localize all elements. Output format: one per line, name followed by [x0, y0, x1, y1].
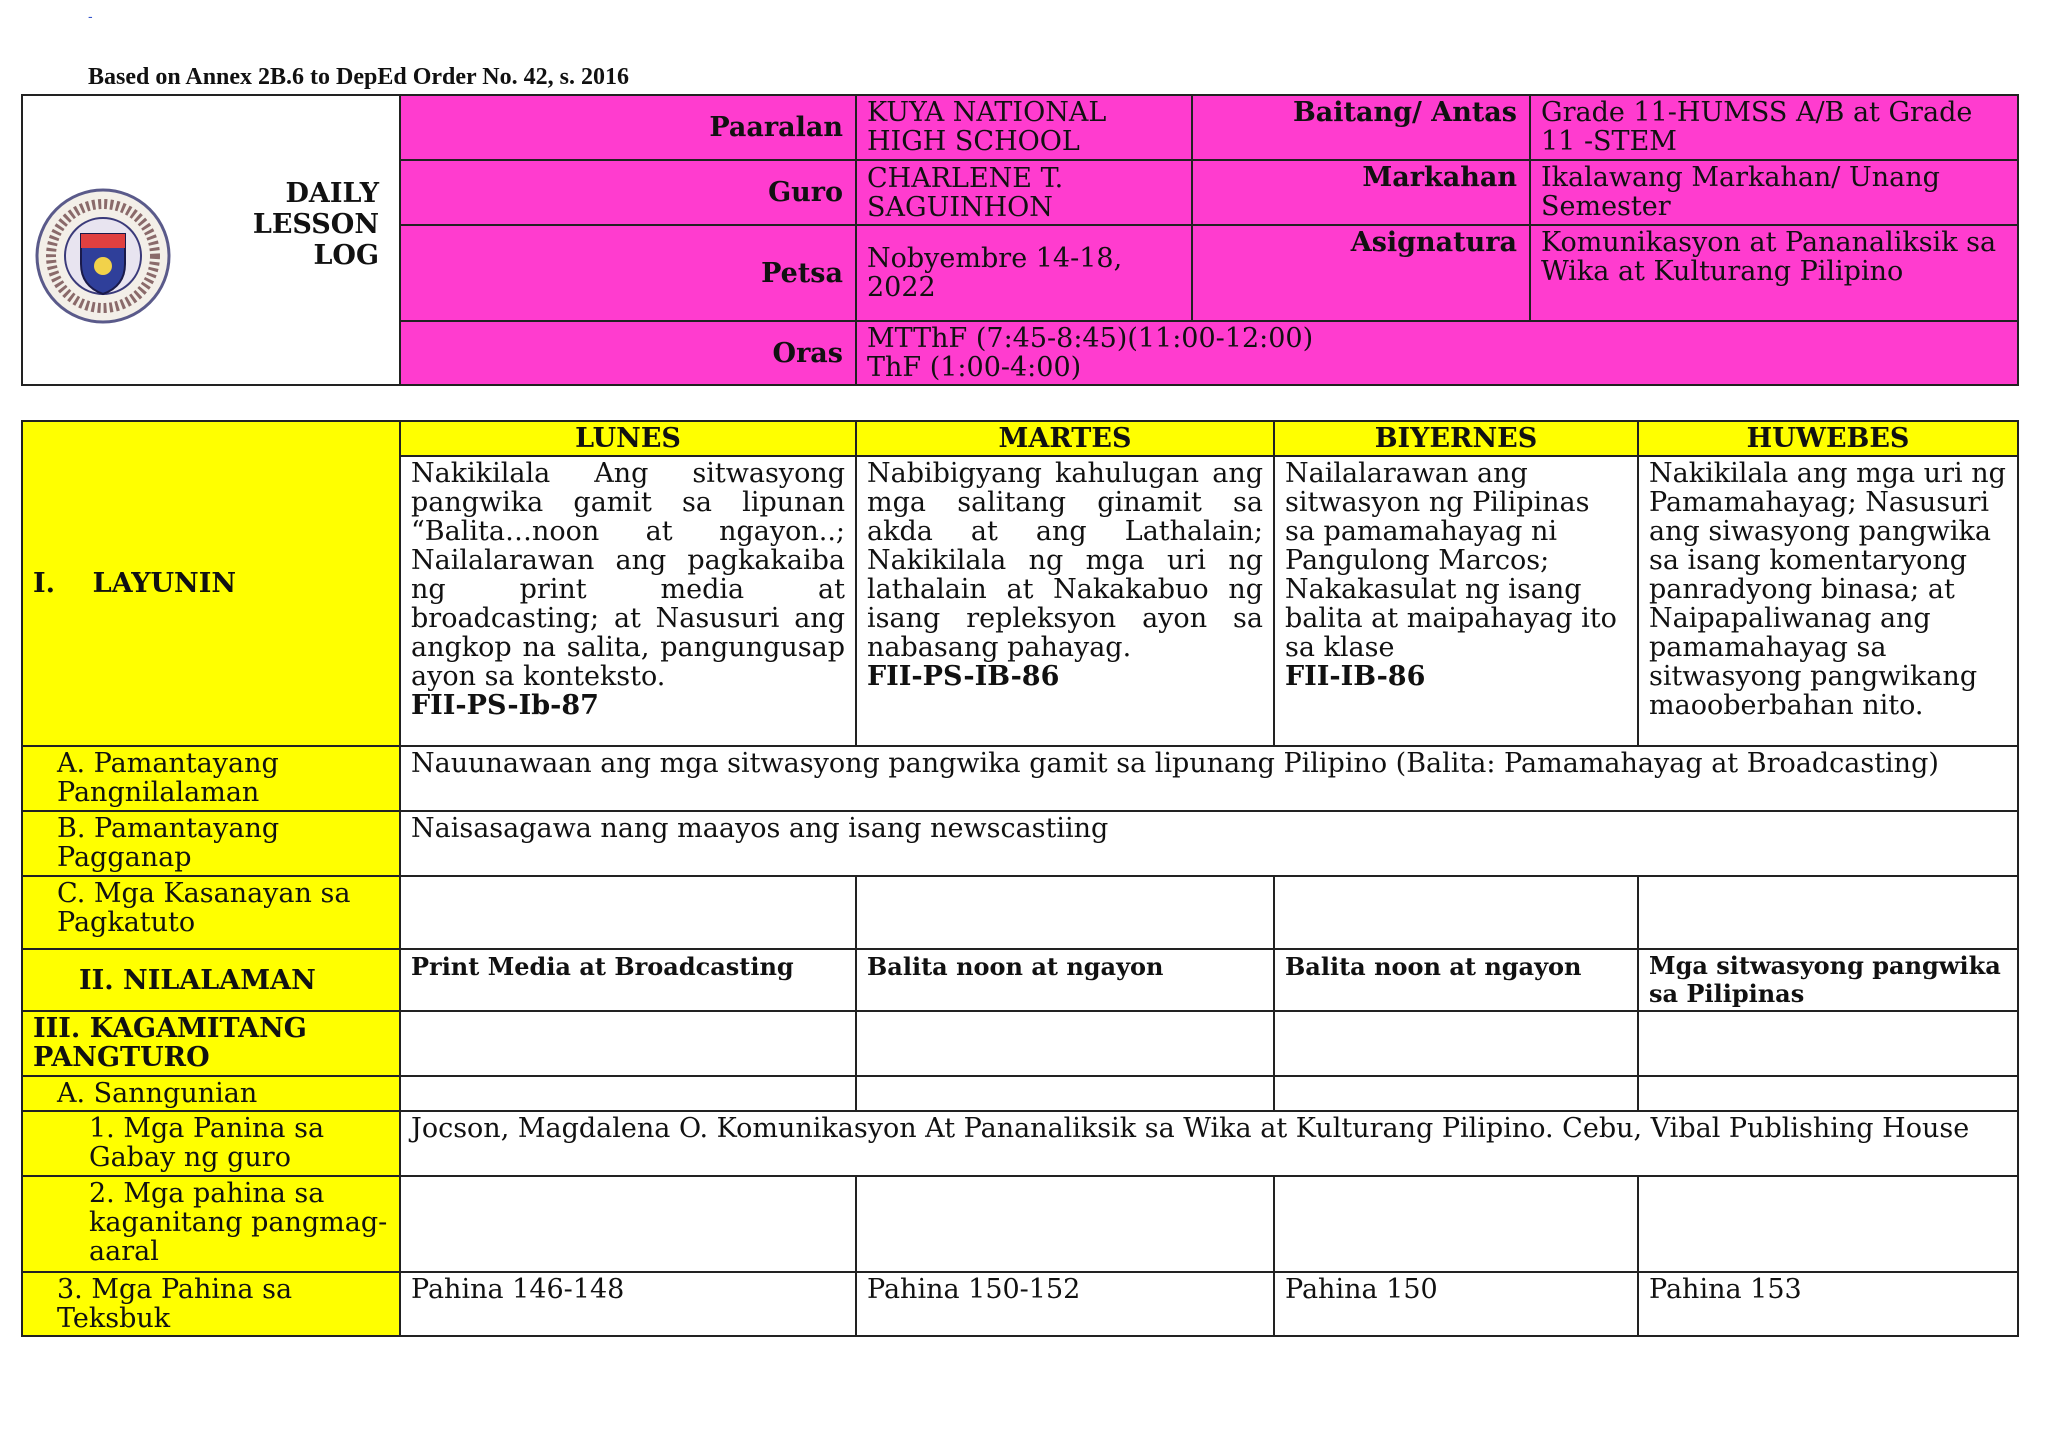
pahina-kagamitan-martes: [856, 1176, 1274, 1272]
markahan-value: Ikalawang Markahan/ Unang Semester: [1530, 160, 2018, 225]
sanggunian-label: A. Sanngunian: [22, 1076, 400, 1111]
day-header-lunes: LUNES: [400, 421, 856, 456]
layunin-lunes: [400, 456, 856, 746]
oras-label: Oras: [400, 321, 856, 385]
day-header-biyernes: BIYERNES: [1274, 421, 1638, 456]
pahina-teksbuk-martes: Pahina 150-152: [856, 1272, 1274, 1336]
asignatura-value: Komunikasyon at Pananaliksik sa Wika at Kulturang Pilipino: [1530, 225, 2018, 321]
nilalaman-label: II. NILALAMAN: [22, 949, 400, 1011]
panina-gabay-value: Jocson, Magdalena O. Komunikasyon At Pananaliksik sa Wika at Kulturang Pilipino. Cebu, Vibal Publishing House: [400, 1111, 2018, 1176]
layunin-biyernes: [1274, 456, 1638, 746]
pamantayang-pangnilalaman-label: A. Pamantayang Pangnilalaman: [22, 746, 400, 811]
oras-value: [856, 321, 2018, 385]
pahina-kagamitan-label: 2. Mga pahina sa kaganitang pangmag-aaral: [22, 1176, 400, 1272]
annex-reference: Based on Annex 2B.6 to DepEd Order No. 42, s. 2016: [88, 64, 629, 90]
guro-label: Guro: [400, 160, 856, 225]
kagamitan-lunes: [400, 1011, 856, 1076]
pamantayang-pagganap-value: Naisasagawa nang maayos ang isang newscastiing: [400, 811, 2018, 876]
nilalaman-huwebes: Mga sitwasyong pangwika sa Pilipinas: [1638, 949, 2018, 1011]
layunin-martes: [856, 456, 1274, 746]
baitang-value: Grade 11-HUMSS A/B at Grade 11 -STEM: [1530, 95, 2018, 160]
layunin-lunes-text: Nakikilala Ang sitwasyong pangwika gamit sa lipunan “Balita…noon at ngayon..; Nailalarawan ang pagkakaiba ng print media at broadcasting; at Nasusuri ang angkop na salita, pangungusap ayon sa konteksto.: [411, 458, 845, 692]
panina-gabay-label: 1. Mga Panina sa Gabay ng guro: [22, 1111, 400, 1176]
header-table: [21, 94, 2019, 386]
sanggunian-lunes: [400, 1076, 856, 1111]
lesson-log-table: [21, 420, 2019, 1337]
kagamitan-label: III. KAGAMITANG PANGTURO: [22, 1011, 400, 1076]
pahina-teksbuk-huwebes: Pahina 153: [1638, 1272, 2018, 1336]
layunin-huwebes: [1638, 456, 2018, 746]
sanggunian-biyernes: [1274, 1076, 1638, 1111]
kagamitan-biyernes: [1274, 1011, 1638, 1076]
day-header-martes: MARTES: [856, 421, 1274, 456]
sanggunian-huwebes: [1638, 1076, 2018, 1111]
paaralan-label: Paaralan: [400, 95, 856, 160]
nilalaman-lunes: Print Media at Broadcasting: [400, 949, 856, 1011]
kasanayan-martes: [856, 876, 1274, 949]
daily-lesson-log-title: [253, 178, 379, 271]
sanggunian-martes: [856, 1076, 1274, 1111]
pahina-kagamitan-biyernes: [1274, 1176, 1638, 1272]
petsa-value: Nobyembre 14-18, 2022: [856, 225, 1192, 321]
oras-line-2: ThF (1:00-4:00): [867, 352, 1082, 383]
layunin-lunes-code: FII-PS-Ib-87: [411, 690, 599, 721]
guro-value: CHARLENE T. SAGUINHON: [856, 160, 1192, 225]
petsa-label: Petsa: [400, 225, 856, 321]
kasanayan-lunes: [400, 876, 856, 949]
layunin-text: LAYUNIN: [92, 568, 237, 599]
layunin-num: I.: [33, 568, 56, 599]
top-mark: -: [88, 8, 93, 24]
kasanayan-label: C. Mga Kasanayan sa Pagkatuto: [22, 876, 400, 949]
day-header-huwebes: HUWEBES: [1638, 421, 2018, 456]
pahina-teksbuk-biyernes: Pahina 150: [1274, 1272, 1638, 1336]
title-line-2: LESSON: [252, 209, 379, 240]
markahan-label: Markahan: [1192, 160, 1530, 225]
layunin-biyernes-text: Nailalarawan ang sitwasyon ng Pilipinas sa pamamahayag ni Pangulong Marcos; Nakakasulat ng isang balita at maipahayag ito sa klase: [1285, 458, 1617, 663]
pahina-teksbuk-lunes: Pahina 146-148: [400, 1272, 856, 1336]
nilalaman-martes: Balita noon at ngayon: [856, 949, 1274, 1011]
pahina-teksbuk-label: 3. Mga Pahina sa Teksbuk: [22, 1272, 400, 1336]
kagamitan-huwebes: [1638, 1011, 2018, 1076]
pahina-kagamitan-huwebes: [1638, 1176, 2018, 1272]
pamantayang-pangnilalaman-value: Nauunawaan ang mga sitwasyong pangwika gamit sa lipunang Pilipino (Balita: Pamamahayag at Broadcasting): [400, 746, 2018, 811]
baitang-label: Baitang/ Antas: [1192, 95, 1530, 160]
layunin-label: [22, 421, 400, 746]
layunin-huwebes-text: Nakikilala ang mga uri ng Pamamahayag; Nasusuri ang siwasyong pangwika sa isang komentaryong panradyong binasa; at Naipapaliwanag ang pamamahayag sa sitwasyong pangwikang maooberbahan nito.: [1649, 458, 2006, 721]
layunin-martes-code: FII-PS-IB-86: [867, 661, 1060, 692]
kasanayan-huwebes: [1638, 876, 2018, 949]
title-line-1: DAILY: [285, 178, 379, 209]
kasanayan-biyernes: [1274, 876, 1638, 949]
pahina-kagamitan-lunes: [400, 1176, 856, 1272]
deped-seal-icon: [33, 186, 173, 326]
layunin-martes-text: Nabibigyang kahulugan ang mga salitang ginamit sa akda at ang Lathalain; Nakikilala ng mga uri ng lathalain at Nakakabuo ng isang repleksyon ayon sa nabasang pahayag.: [867, 458, 1263, 663]
nilalaman-biyernes: Balita noon at ngayon: [1274, 949, 1638, 1011]
title-line-3: LOG: [313, 240, 379, 271]
logo-cell: [22, 95, 400, 385]
pamantayang-pagganap-label: B. Pamantayang Pagganap: [22, 811, 400, 876]
asignatura-label: Asignatura: [1192, 225, 1530, 321]
layunin-biyernes-code: FII-IB-86: [1285, 661, 1426, 692]
paaralan-value: KUYA NATIONAL HIGH SCHOOL: [856, 95, 1192, 160]
kagamitan-martes: [856, 1011, 1274, 1076]
oras-line-1: MTThF (7:45-8:45)(11:00-12:00): [867, 323, 1314, 354]
